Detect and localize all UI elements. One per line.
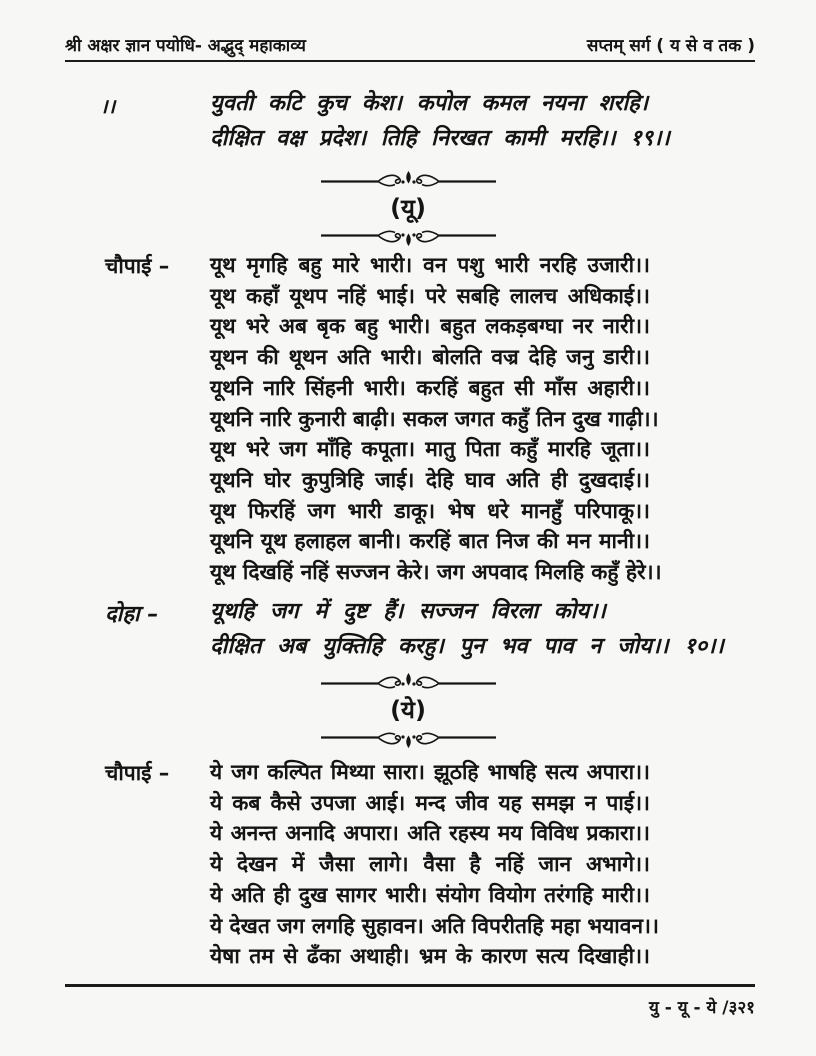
verse-line: दीक्षित वक्ष प्रदेश। तिहि निरखत कामी मरहि।। १९।।	[210, 126, 670, 151]
opening-verse	[210, 86, 690, 156]
verse-line: युवती कटि कुच केश। कपोल कमल नयना शरहि।	[210, 91, 649, 116]
chaupai-line: यूथ मृगहि बहु मारे भारी। वन पशु भारी नरहि उजारी।।	[210, 253, 650, 277]
chaupai-line: ये अति ही दुख सागर भारी। संयोग वियोग तरंगहि मारी।।	[210, 882, 650, 907]
section-title-yu: (यू)	[390, 194, 426, 222]
chaupai-line: यूथ भरे अब बृक बहु भारी। बहुत लकड़बग्घा नर नारी।।	[210, 314, 650, 339]
section-title-ye: (ये)	[390, 696, 426, 724]
footer-page-reference: यु - यू - ये /३२१	[648, 998, 755, 1018]
section-divider-ye	[0, 672, 816, 749]
chaupai-line: यूथनि घोर कुपुत्रिहि जाई। देहि घाव अति ही दुखदाई।।	[210, 467, 650, 492]
section-divider-yu	[0, 170, 816, 247]
chaupai-line: ये देखत जग लगहि सुहावन। अति विपरीतहि महा भयावन।।	[210, 913, 659, 938]
flourish-ornament-icon	[321, 672, 496, 694]
chaupai-line: यूथ भरे जग माँहि कपूता। मातु पिता कहुँ मारहि जूता।।	[210, 437, 650, 462]
flourish-ornament-icon	[321, 170, 496, 192]
header-book-title: श्री अक्षर ज्ञान पयोधि- अद्भुद् महाकाव्य	[65, 36, 306, 56]
doha-label: दोहा –	[105, 602, 159, 627]
chaupai-line: यूथ फिरहिं जग भारी डाकू। भेष धरे मानहुँ परिपाकू।।	[210, 498, 650, 523]
chaupai-line: यूथनि नारि सिंहनी भारी। करहिं बहुत सी माँस अहारी।।	[210, 375, 650, 400]
chaupai-line: येषा तम से ढँका अथाही। भ्रम के कारण सत्य दिखाही।।	[210, 944, 650, 969]
chaupai-line: ये देखन में जैसा लागे। वैसा है नहिं जान अभागे।।	[210, 852, 650, 877]
chaupai-line: यूथ कहाँ यूथप नहिं भाई। परे सबहि लालच अधिकाई।।	[210, 283, 650, 308]
chaupai-line: ये कब कैसे उपजा आई। मन्द जीव यह समझ न पाई।।	[210, 790, 650, 815]
chaupai-ye	[210, 757, 659, 972]
chaupai-label: चौपाई –	[105, 761, 170, 785]
chaupai-line: यूथनि यूथ हलाहल बानी। करहिं बात निज की मन मानी।।	[210, 529, 650, 554]
flourish-ornament-icon	[321, 727, 496, 749]
chaupai-line: ये अनन्त अनादि अपारा। अति रहस्य मय विविध प्रकारा।।	[210, 821, 650, 846]
verse-continuation-marker: ।।	[100, 94, 116, 118]
chaupai-line: ये जग कल्पित मिथ्या सारा। झूठहि भाषहि सत्य अपारा।।	[210, 760, 650, 784]
chaupai-line: यूथनि नारि कुनारी बाढ़ी। सकल जगत कहुँ तिन दुख गाढ़ी।।	[210, 406, 659, 431]
header-canto-label: सप्तम् सर्ग ( य से व तक )	[586, 36, 755, 56]
header-rule	[65, 60, 755, 62]
flourish-ornament-icon	[321, 225, 496, 247]
chaupai-line: यूथ दिखहिं नहिं सज्जन केरे। जग अपवाद मिलहि कहुँ हेरे।।	[210, 560, 662, 585]
chaupai-yu	[210, 250, 662, 588]
chaupai-label: चौपाई –	[105, 254, 170, 278]
chaupai-line: यूथन की थूथन अति भारी। बोलति वज्र देहि जनु डारी।।	[210, 345, 650, 370]
doha-yu	[210, 594, 724, 664]
footer-rule	[65, 984, 755, 987]
doha-line: यूथहि जग में दुष्ट हैं। सज्जन विरला कोय।।	[210, 599, 606, 624]
doha-line: दीक्षित अब युक्तिहि करहु। पुन भव पाव न जोय।। १०।।	[210, 634, 724, 659]
